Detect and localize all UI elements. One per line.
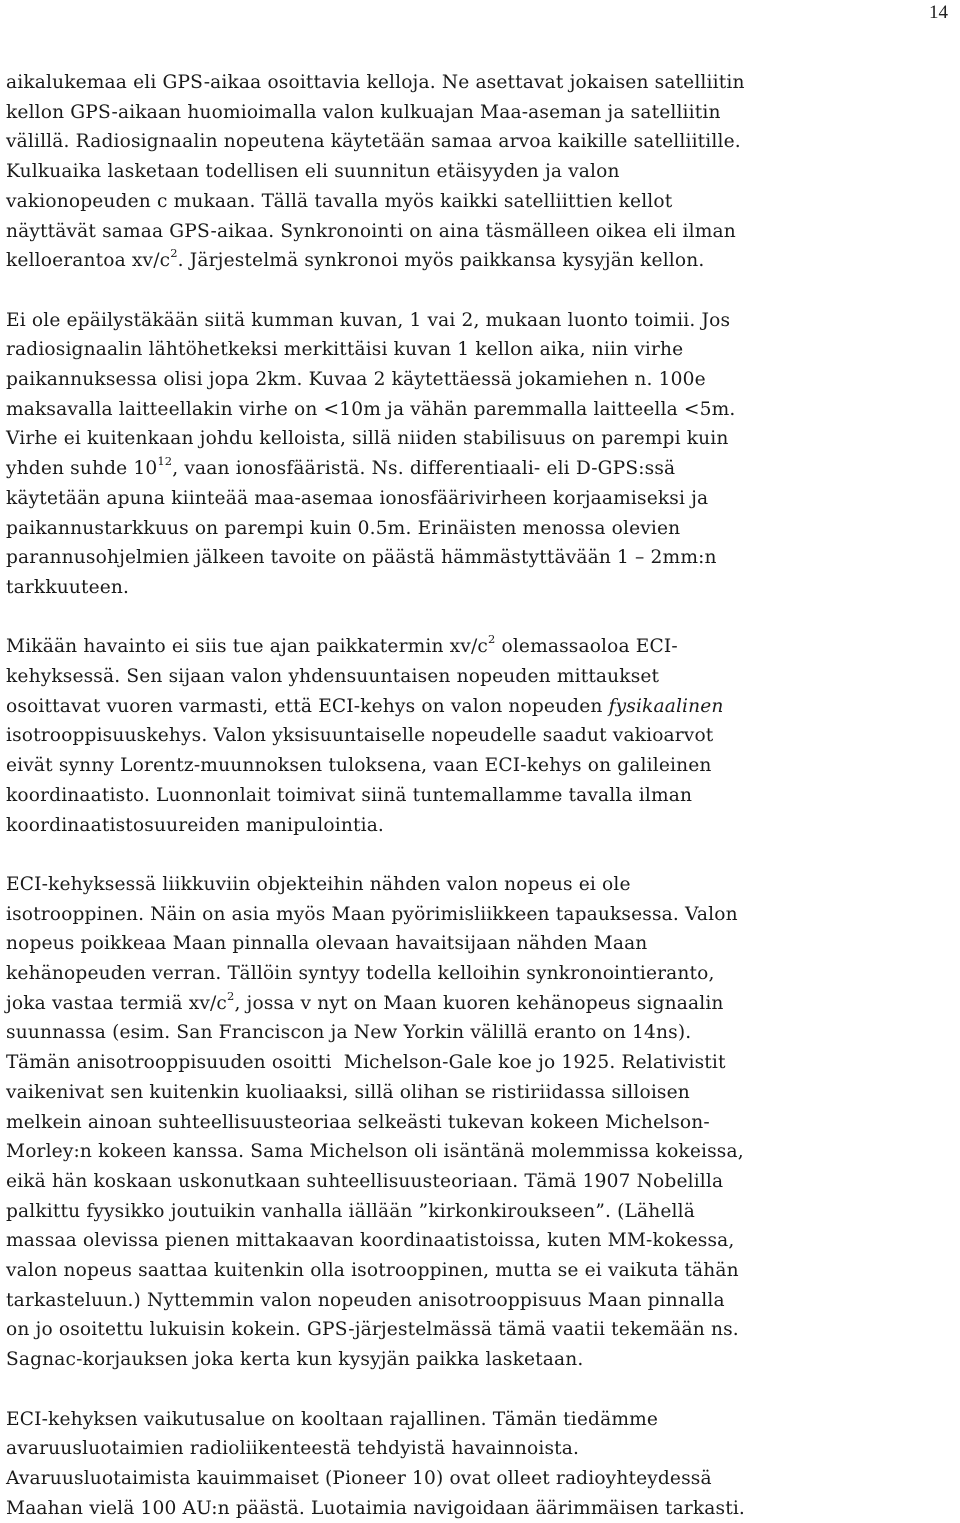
text-segment: koordinaatistosuureiden manipulointia. — [6, 814, 384, 836]
text-line — [6, 424, 946, 454]
text-segment: vaikenivat sen kuitenkin kuoliaaksi, sillä olihan se ristiriidassa silloisen — [6, 1081, 690, 1103]
text-line — [6, 306, 946, 336]
text-line — [6, 1197, 946, 1227]
text-line — [6, 662, 946, 692]
text-segment: valon nopeus saattaa kuitenkin olla isotrooppinen, mutta se ei vaikuta tähän — [6, 1260, 739, 1282]
text-line — [6, 1315, 946, 1345]
text-segment: koordinaatisto. Luonnonlait toimivat siinä tuntemallamme tavalla ilman — [6, 784, 693, 806]
page-number: 14 — [929, 2, 948, 23]
text-segment: välillä. Radiosignaalin nopeutena käytetään samaa arvoa kaikille satelliitille. — [6, 131, 741, 153]
text-segment: paikannuksessa olisi jopa 2km. Kuvaa 2 käytettäessä jokamiehen n. 100e — [6, 369, 706, 391]
text-line — [6, 454, 946, 484]
text-line — [6, 1405, 946, 1435]
text-line — [6, 811, 946, 841]
text-line — [6, 98, 946, 128]
text-line — [6, 1286, 946, 1316]
text-segment: tarkkuuteen. — [6, 576, 130, 598]
text-line — [6, 929, 946, 959]
text-segment: avaruusluotaimien radioliikenteestä tehdyistä havainnoista. — [6, 1438, 580, 1460]
text-line — [6, 1018, 946, 1048]
text-segment: palkittu fyysikko joutuikin vanhalla iällään ”kirkonkiroukseen”. (Lähellä — [6, 1200, 695, 1222]
text-segment: parannusohjelmien jälkeen tavoite on päästä hämmästyttävään 1 – 2mm:n — [6, 547, 717, 569]
text-line — [6, 900, 946, 930]
text-line — [6, 1434, 946, 1464]
paragraph-gap — [6, 603, 946, 633]
text-line — [6, 1078, 946, 1108]
text-segment: Virhe ei kuitenkaan johdu kelloista, sillä niiden stabilisuus on parempi kuin — [6, 428, 729, 450]
text-segment: Sagnac-korjauksen joka kerta kun kysyjän paikka lasketaan. — [6, 1349, 584, 1371]
text-segment: Mikään havainto ei siis tue ajan paikkatermin xv/c — [6, 636, 488, 658]
text-line — [6, 1048, 946, 1078]
superscript-exponent: 2 — [170, 246, 178, 261]
text-line — [6, 1256, 946, 1286]
text-line — [6, 573, 946, 603]
text-line — [6, 1345, 946, 1375]
paragraph-gap — [6, 276, 946, 306]
text-segment: näyttävät samaa GPS-aikaa. Synkronointi on aina täsmälleen oikea eli ilman — [6, 220, 736, 242]
text-line — [6, 187, 946, 217]
text-line — [6, 870, 946, 900]
paragraph-gap — [6, 840, 946, 870]
text-line — [6, 1167, 946, 1197]
text-line — [6, 989, 946, 1019]
text-line — [6, 157, 946, 187]
text-segment: radiosignaalin lähtöhetkeksi merkittäisi kuvan 1 kellon aika, niin virhe — [6, 339, 684, 361]
text-segment: ECI-kehyksessä liikkuviin objekteihin nähden valon nopeus ei ole — [6, 873, 631, 895]
text-segment: ECI-kehyksen vaikutusalue on kooltaan rajallinen. Tämän tiedämme — [6, 1408, 659, 1430]
text-segment: maksavalla laitteellakin virhe on <10m ja vähän paremmalla laitteella <5m. — [6, 398, 736, 420]
text-segment: Maahan vielä 100 AU:n päästä. Luotaimia navigoidaan äärimmäisen tarkasti. — [6, 1497, 745, 1519]
text-segment: nopeus poikkeaa Maan pinnalla olevaan havaitsijaan nähden Maan — [6, 933, 648, 955]
paragraph-gap — [6, 1375, 946, 1405]
text-segment: kehänopeuden verran. Tällöin syntyy todella kelloihin synkronointieranto, — [6, 963, 715, 985]
text-line — [6, 632, 946, 662]
text-line — [6, 543, 946, 573]
text-line — [6, 781, 946, 811]
text-segment: Morley:n kokeen kanssa. Sama Michelson oli isäntänä molemmissa kokeissa, — [6, 1141, 744, 1163]
text-line — [6, 365, 946, 395]
superscript-exponent: 2 — [487, 632, 496, 647]
text-line — [6, 514, 946, 544]
italic-emphasis: fysikaalinen — [608, 695, 724, 717]
text-segment: tarkasteluun.) Nyttemmin valon nopeuden anisotrooppisuus Maan pinnalla — [6, 1289, 725, 1311]
text-segment: kellon GPS-aikaan huomioimalla valon kulkuajan Maa-aseman ja satelliitin — [6, 101, 721, 123]
text-segment: isotrooppisuuskehys. Valon yksisuuntaiselle nopeudelle saadut vakioarvot — [6, 725, 714, 747]
text-line — [6, 1464, 946, 1494]
text-line — [6, 1494, 946, 1523]
text-segment: olemassaoloa ECI- — [495, 636, 678, 658]
text-segment: osoittavat vuoren varmasti, että ECI-kehys on valon nopeuden — [6, 695, 609, 717]
document-body — [6, 68, 946, 1523]
text-segment: kehyksessä. Sen sijaan valon yhdensuuntaisen nopeuden mittaukset — [6, 666, 660, 688]
text-segment: kelloerantoa xv/c — [6, 250, 171, 272]
text-line — [6, 68, 946, 98]
text-segment: aikalukemaa eli GPS-aikaa osoittavia kelloja. Ne asettavat jokaisen satelliitin — [6, 72, 745, 93]
text-line — [6, 1226, 946, 1256]
text-line — [6, 721, 946, 751]
text-segment: eivät synny Lorentz-muunnoksen tuloksena, vaan ECI-kehys on galileinen — [6, 755, 712, 777]
text-line — [6, 692, 946, 722]
text-segment: vakionopeuden c mukaan. Tällä tavalla myös kaikki satelliittien kellot — [6, 190, 673, 212]
text-line — [6, 127, 946, 157]
text-segment: , jossa v nyt on Maan kuoren kehänopeus signaalin — [234, 992, 724, 1014]
text-segment: yhden suhde 10 — [6, 458, 158, 480]
text-line — [6, 1108, 946, 1138]
text-segment: on jo osoitettu lukuisin kokein. GPS-järjestelmässä tämä vaatii tekemään ns. — [6, 1319, 739, 1341]
text-segment: Tämän anisotrooppisuuden osoitti Michelson-Gale koe jo 1925. Relativistit — [6, 1052, 726, 1074]
text-segment: käytetään apuna kiinteää maa-asemaa ionosfäärivirheen korjaamiseksi ja — [6, 487, 709, 509]
text-segment: Ei ole epäilystäkään siitä kumman kuvan, 1 vai 2, mukaan luonto toimii. Jos — [6, 309, 731, 331]
text-line — [6, 959, 946, 989]
text-segment: , vaan ionosfääristä. Ns. differentiaali- eli D-GPS:ssä — [172, 458, 676, 480]
text-segment: melkein ainoan suhteellisuusteoriaa selkeästi tukevan kokeen Michelson- — [6, 1111, 710, 1133]
text-line — [6, 1137, 946, 1167]
text-line — [6, 217, 946, 247]
text-segment: paikannustarkkuus on parempi kuin 0.5m. Erinäisten menossa olevien — [6, 517, 681, 539]
superscript-exponent: 12 — [157, 453, 173, 468]
text-segment: Avaruusluotaimista kauimmaiset (Pioneer 10) ovat olleet radioyhteydessä — [6, 1467, 712, 1489]
text-line — [6, 484, 946, 514]
text-line — [6, 246, 946, 276]
text-segment: isotrooppinen. Näin on asia myös Maan pyörimisliikkeen tapauksessa. Valon — [6, 903, 738, 925]
text-segment: joka vastaa termiä xv/c — [6, 992, 227, 1014]
text-segment: Kulkuaika lasketaan todellisen eli suunnitun etäisyyden ja valon — [6, 161, 620, 183]
text-segment: massaa olevissa pienen mittakaavan koordinaatistoissa, kuten MM-kokessa, — [6, 1230, 735, 1252]
superscript-exponent: 2 — [226, 988, 235, 1003]
text-segment: eikä hän koskaan uskonutkaan suhteellisuusteoriaan. Tämä 1907 Nobelilla — [6, 1170, 724, 1192]
text-segment: suunnassa (esim. San Franciscon ja New Yorkin välillä eranto on 14ns). — [6, 1022, 692, 1044]
text-line — [6, 395, 946, 425]
text-line — [6, 335, 946, 365]
text-segment: . Järjestelmä synkronoi myös paikkansa kysyjän kellon. — [177, 250, 705, 272]
text-line — [6, 751, 946, 781]
